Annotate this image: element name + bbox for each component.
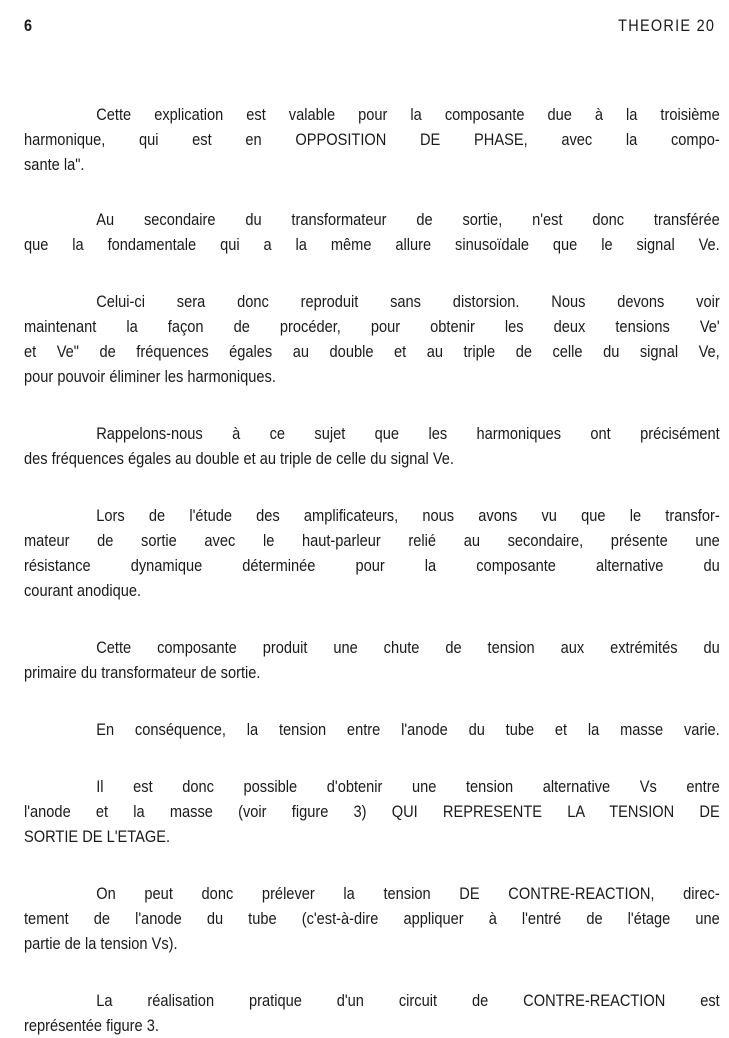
paragraph-realisation xyxy=(24,988,720,1038)
text-line: Cette composante produit une chute de tension aux extrémités du xyxy=(96,638,720,657)
text-line: harmonique, qui est en OPPOSITION DE PHASE, avec la compo- xyxy=(24,130,720,149)
paragraph-secondaire xyxy=(24,207,720,257)
paragraph-sans-distorsion xyxy=(24,289,720,389)
text-line: primaire du transformateur de sortie. xyxy=(24,663,261,682)
text-line: mateur de sortie avec le haut-parleur relié au secondaire, présente une xyxy=(24,531,720,550)
text-line: Il est donc possible d'obtenir une tension alternative Vs entre xyxy=(96,777,720,796)
paragraph-rappelons xyxy=(24,421,720,471)
page-number: 6 xyxy=(24,16,33,35)
text-line: Celui-ci sera donc reproduit sans distorsion. Nous devons voir xyxy=(96,292,720,311)
text-line: partie de la tension Vs). xyxy=(24,934,178,953)
text-line: des fréquences égales au double et au triple de celle du signal Ve. xyxy=(24,449,454,468)
text-line: l'anode et la masse (voir figure 3) QUI REPRESENTE LA TENSION DE xyxy=(24,802,720,821)
text-line: et Ve" de fréquences égales au double et au triple de celle du signal Ve, xyxy=(24,342,720,361)
text-line: La réalisation pratique d'un circuit de CONTRE-REACTION est xyxy=(96,991,720,1010)
text-line: Rappelons-nous à ce sujet que les harmoniques ont précisément xyxy=(96,424,720,443)
text-line: résistance dynamique déterminée pour la composante alternative du xyxy=(24,556,720,575)
paragraph-tension-sortie xyxy=(24,774,720,849)
text-line: tement de l'anode du tube (c'est-à-dire appliquer à l'entré de l'étage une xyxy=(24,909,720,928)
text-line: Cette explication est valable pour la composante due à la troisième xyxy=(96,105,720,124)
text-line: courant anodique. xyxy=(24,581,142,600)
paragraph-amplificateurs xyxy=(24,503,720,603)
paragraph-chute-tension xyxy=(24,635,720,685)
text-line: Lors de l'étude des amplificateurs, nous avons vu que le transfor- xyxy=(96,506,720,525)
running-title: THEORIE 20 xyxy=(617,16,715,35)
text-line: sante la". xyxy=(24,155,85,174)
paragraph-contre-reaction xyxy=(24,881,720,956)
page-header xyxy=(24,16,715,40)
text-line: Au secondaire du transformateur de sortie, n'est donc transférée xyxy=(96,210,720,229)
text-line: pour pouvoir éliminer les harmoniques. xyxy=(24,367,276,386)
paragraph-consequence xyxy=(24,717,720,742)
text-line: représentée figure 3. xyxy=(24,1016,159,1035)
text-line: SORTIE DE L'ETAGE. xyxy=(24,827,171,846)
paragraph-opposition-phase xyxy=(24,102,720,177)
text-line: maintenant la façon de procéder, pour obtenir les deux tensions Ve' xyxy=(24,317,720,336)
text-line: On peut donc prélever la tension DE CONTRE-REACTION, direc- xyxy=(96,884,720,903)
body-text xyxy=(24,102,720,1038)
text-line: que la fondamentale qui a la même allure sinusoïdale que le signal Ve. xyxy=(24,235,720,254)
text-line: En conséquence, la tension entre l'anode du tube et la masse varie. xyxy=(96,720,720,739)
